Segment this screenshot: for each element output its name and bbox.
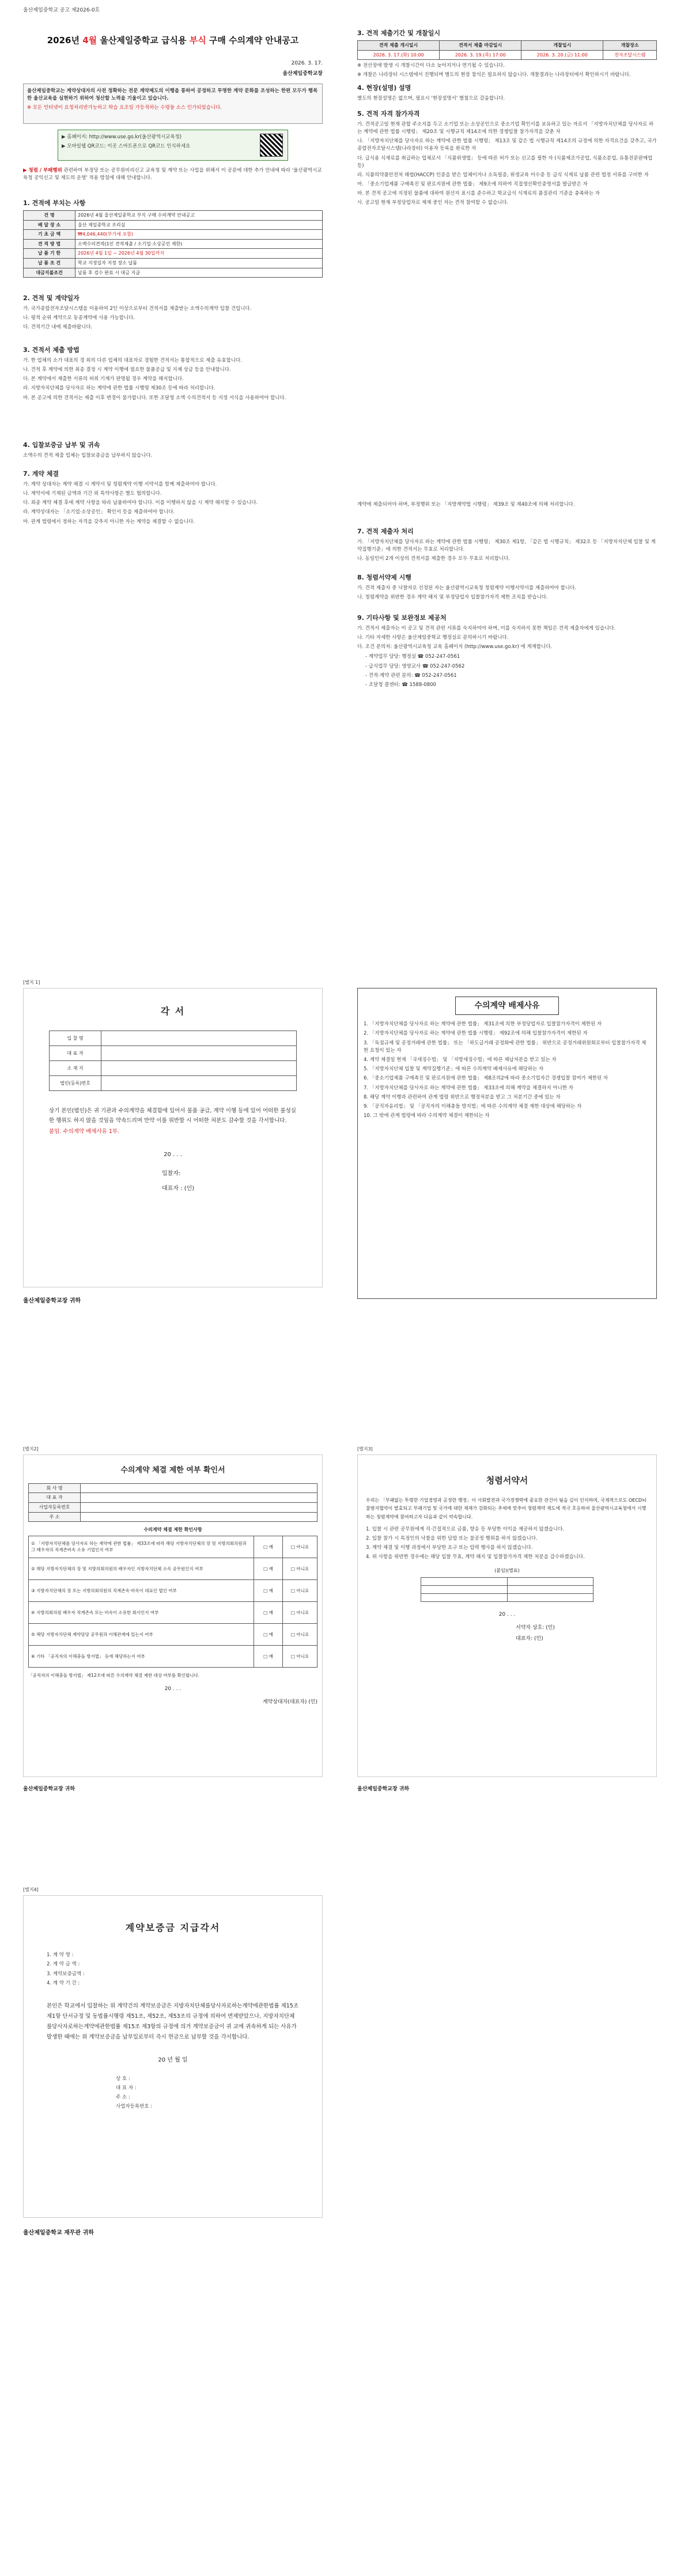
- section-5r-item: 나. 「지방자치단체를 당사자로 하는 계약에 관한 법률 시행령」 제13조 및 같은 법 시행규칙 제14조의 규정에 의한 자격요건을 갖추고, 국가종합전자조달시스템(나라장터) 이용자 등록을 완료한 자: [357, 138, 657, 152]
- form3-yes-option[interactable]: □ 예: [254, 1536, 283, 1558]
- contact-line: - 견적·계약 관련 문의: ☎ 052-247-0561: [365, 672, 457, 679]
- section-7: [23, 464, 323, 528]
- section-5r-item: 가. 견적공고일 현재 관할 주소지를 두고 소기업 또는 소상공인으로 중소기업 확인서를 보유하고 있는 자로서 「지방자치단체를 당사자로 하는 계약에 관한 법률 시행령」 제20조 및 시행규칙 제14조에 의한 경쟁입찰 참가자격을 갖춘 자: [357, 121, 654, 135]
- form1-footer: 울산제일중학교장 귀하: [23, 1298, 81, 1304]
- form3-label: 사업자등록번호: [29, 1503, 81, 1513]
- form3-yes-option[interactable]: □ 예: [254, 1645, 283, 1667]
- form3-no-option[interactable]: □ 아니요: [283, 1601, 317, 1623]
- info-row: [24, 258, 323, 268]
- form4-attach: (붙임)(별표): [494, 1567, 520, 1573]
- section-9r: [357, 608, 657, 691]
- info-label: 대금지불조건: [24, 268, 75, 278]
- green-box: [58, 130, 288, 161]
- form2-item: 7. 「지방자치단체를 당사자로 하는 계약에 관한 법률」 제33조에 의해 계약을 체결하지 아니한 자: [364, 1085, 573, 1091]
- section-3-item: 마. 본 공고에 의한 견적서는 제출 이후 변경이 불가합니다. 또한 조달청 소액 수의견적서 등 지정 서식을 사용하여야 합니다.: [23, 395, 286, 401]
- section-2-title: 2. 견적 및 계약일자: [23, 294, 80, 302]
- section-4r-text: 별도의 현장설명은 없으며, 필요시 '현장설명서' 별첨으로 갈음합니다.: [357, 95, 505, 101]
- form4-item: 2. 입찰 참가 시 특정인의 낙찰을 위한 담합 또는 불공정 행위를 하지 않겠습니다.: [366, 1536, 538, 1542]
- form5-field: 4. 계 약 기 간 :: [47, 1980, 80, 1986]
- form3-title: 수의계약 체결 제한 여부 확인서: [120, 1466, 225, 1475]
- form4-table: [421, 1577, 593, 1602]
- form4-tag: [별지3]: [357, 1446, 373, 1452]
- schedule-cell: 전자조달시스템: [603, 50, 657, 60]
- section-4: [23, 435, 323, 461]
- announce-title: 2026년 4월 울산제일중학교 급식용 부식 구매 수의계약 안내공고: [47, 35, 299, 46]
- form2-item: 1. 「지방자치단체를 당사자로 하는 계약에 관한 법률」 제31조에 의한 부정당업자로 입찰참가자격이 제한된 자: [364, 1021, 602, 1028]
- form5-field: 1. 계 약 명 :: [47, 1952, 74, 1958]
- form1-value: [101, 1076, 297, 1091]
- info-row: [24, 239, 323, 249]
- section-8r-title: 8. 청렴서약제 시행: [357, 574, 411, 581]
- section-5r-item: 마. 「중소기업제품 구매촉진 및 판로지원에 관한 법률」 제9조에 의하여 직접생산확인증명서를 발급받은 자: [357, 181, 588, 188]
- notice-red: ▶ 청렴 / 부패행위 관련하여 부정당 또는 공무원비리신고 교육청 및 계약 또는 사업을 위해서 이 공문에 대한 추가 안내에 따라 '울산광역시교육청 공익신고 및 제도의 운영' 적용 방침에 대해 안내합니다.: [23, 168, 322, 181]
- form3-value: [81, 1483, 317, 1493]
- form3-label: 회 사 명: [29, 1483, 81, 1493]
- section-7r-item: 나. 동일인이 2개 이상의 견적서를 제출한 경우 모두 무효로 처리합니다.: [357, 556, 511, 562]
- form3-check-row: [29, 1536, 317, 1558]
- section-9r-item: 가. 견적서 제출자는 이 공고 및 견적 관련 서류를 숙지하여야 하며, 이를 숙지하지 못한 책임은 견적 제출자에게 있습니다.: [357, 625, 616, 631]
- section-3-item: 가. 한 업체의 소가 대표의 경 외의 다른 업체의 대표자로 경험한 견적서는 통합적으로 제출 유효합니다.: [23, 357, 242, 363]
- info-table: [23, 210, 323, 278]
- form4-footer: 울산제일중학교장 귀하: [357, 1786, 410, 1792]
- schedule-head-cell: 개찰일시: [521, 40, 603, 50]
- form3-check-text: ③ 지방자치단체의 장 또는 지방의회의원의 직계존속·비속이 대표인 법인 여부: [29, 1579, 254, 1601]
- section-7r-title: 7. 견적 제출자 처리: [357, 528, 414, 535]
- info-value: 울산 제일중학교 조리실: [75, 220, 323, 230]
- info-label: 기 초 금 액: [24, 230, 75, 240]
- contact-line: - 급식업무 담당: 영양교사 ☎ 052-247-0562: [365, 663, 465, 669]
- section-7r-item: 가. 「지방자치단체를 당사자로 하는 계약에 관한 법률 시행령」 제30조 제1항, 「같은 법 시행규칙」 제32조 등 「지방자치단체 입찰 및 계약집행기준」에 의한 견적서는 무효로 처리합니다.: [357, 539, 656, 553]
- form1-value: [101, 1061, 297, 1076]
- form5-field2: 주 소 :: [116, 2094, 130, 2100]
- section-5r-item: 사. 공고일 현재 부정당업자로 제재 중인 자는 견적 참여할 수 없습니다.: [357, 200, 509, 206]
- section-2: [23, 288, 323, 333]
- form3-yes-option[interactable]: □ 예: [254, 1623, 283, 1645]
- info-value: ₩4,046,440(부가세 포함): [75, 230, 323, 240]
- form1-value: [101, 1046, 297, 1061]
- form2-item: 10. 그 밖에 관계 법령에 따라 수의계약 체결이 제한되는 자: [364, 1113, 490, 1119]
- section-9r-title: 9. 기타사항 및 보완정보 제공처: [357, 614, 447, 622]
- section-6r: [357, 501, 657, 510]
- section-3-item: 다. 본 계약에서 제출한 서류의 허위 기재가 판명될 경우 계약을 해지합니다.: [23, 376, 184, 382]
- schedule-cell: 2026. 3. 17.(화) 10:00: [358, 50, 440, 60]
- form3-date: 20 . . .: [164, 1686, 182, 1692]
- form4-body: 우리는 「부패없는 투명한 기업경영과 공정한 행정」이 사회발전과 국가경쟁력에 중요한 관건이 됨을 깊이 인식하며, 국제적으로도 OECD뇌물방지협약이 발효되고 부패기업 및 국가에 대한 제재가 강화되는 추세에 맞추어 청렴계약 제도에 적극 호응하여 울산광역시교육청에서 시행하는 청렴계약에 참여하고자 다음과 같이 약속합니다.: [366, 1497, 646, 1520]
- form3-check-text: ⑤ 해당 지방자치단체 계약담당 공무원과 이해관계에 있는지 여부: [29, 1623, 254, 1645]
- info-row: [24, 249, 323, 259]
- section-1: [23, 193, 323, 278]
- schedule-cell: 2026. 3. 19.(목) 17:00: [440, 50, 521, 60]
- form1-label: 법인(등록)번호: [50, 1076, 101, 1091]
- section-1-title: 1. 견적에 부치는 사항: [23, 199, 86, 207]
- form3-label: 주 소: [29, 1512, 81, 1522]
- info-row: [24, 220, 323, 230]
- form3-value: [81, 1503, 317, 1513]
- form3-row: [29, 1503, 317, 1513]
- form3-check-title: 수의계약 체결 제한 확인사항: [143, 1527, 202, 1533]
- section-7-item: 라. 계약상대자는 「소기업·소상공인」 확인서 등을 제출하여야 합니다.: [23, 509, 175, 516]
- section-7-item: 가. 계약 상대자는 계약 체결 시 계약서 및 청렴계약 이행 서약서를 함께 제출하여야 합니다.: [23, 481, 217, 487]
- form1-page: [23, 988, 323, 1287]
- schedule-section: [357, 23, 657, 81]
- qr-line: ▶ 모바일웹 QR코드: 이곳 스마트폰으로 QR코드 인식하세요: [62, 143, 191, 150]
- form1-value: [101, 1031, 297, 1046]
- qr-code-icon: [260, 134, 283, 157]
- section-4r: [357, 78, 657, 104]
- form2-item: 6. 「중소기업제품 구매촉진 및 판로지원에 관한 법률」 제8조의2에 따라 중소기업자간 경쟁입찰 참여가 제한된 자: [364, 1075, 608, 1082]
- form2-title: 수의계약 배제사유: [455, 997, 559, 1015]
- form3-no-option[interactable]: □ 아니요: [283, 1579, 317, 1601]
- form5-field2: 사업자등록번호 :: [116, 2104, 153, 2110]
- section-2-item: 나. 평적 순위 계약으로 동종계약에 사용 가능합니다.: [23, 315, 135, 321]
- schedule-note-1: ※ 전산장애 발생 시 개찰시간이 다소 늦어지거나 연기될 수 있습니다.: [357, 63, 505, 69]
- form2-item: 8. 해당 계약 이행과 관련하여 관계 법령 위반으로 행정처분을 받고 그 처분기간 중에 있는 자: [364, 1094, 561, 1100]
- section-3-item: 나. 견적 후 계약에 의한 최종 결정 시 계약 이행에 필요한 물품공급 및 지체 상금 등을 안내합니다.: [23, 367, 231, 373]
- schedule-title: 3. 견적 제출기간 및 개찰일시: [357, 29, 441, 37]
- form3-yes-option[interactable]: □ 예: [254, 1558, 283, 1579]
- form3-page: [23, 1454, 323, 1777]
- info-value: 2026년 4월 울산제일중학교 부식 구매 수의계약 안내공고: [75, 210, 323, 220]
- section-2-item: 가. 국가종합전자조달시스템을 이용하여 2인 이상으로부터 견적서를 제출받는 소액수의계약 입찰 건입니다.: [23, 305, 252, 312]
- form2-item: 3. 「독점규제 및 공정거래에 관한 법률」 또는 「하도급거래 공정화에 관한 법률」 위반으로 공정거래위원회로부터 입찰참가자격 제한 요청이 있는 자: [364, 1040, 646, 1054]
- info-label: 견 적 방 법: [24, 239, 75, 249]
- form3-check-row: [29, 1645, 317, 1667]
- notice-text: 울산제일중학교는 계약상대자의 사전 정확하는 전문 계약제도의 이행을 통하여 공정하고 투명한 계약 문화를 조성하는 한편 모두가 행복한 울산교육을 실현하기 위하여 청산할 노력을 기울이고 있습니다.: [27, 88, 318, 102]
- section-2-item: 다. 견적기간 내에 제출바랍니다.: [23, 324, 93, 331]
- form4-item: 1. 입찰 시 관련 공무원에게 직·간접적으로 금품, 향응 등 부당한 이익을 제공하지 않겠습니다.: [366, 1526, 565, 1532]
- form1-title: 각 서: [160, 1006, 186, 1017]
- form5-page: [23, 1895, 323, 2218]
- form3-check-text: ① 「지방자치단체를 당사자로 하는 계약에 관한 법률」 제33조에 따라 해당 지방자치단체의 장 및 지방의회의원과 그 배우자의 직계존비속 소유 기업인지 여부: [29, 1536, 254, 1558]
- announce-date: 2026. 3. 17.: [291, 60, 323, 66]
- section-7-item: 마. 관계 법령에서 정하는 자격을 갖추지 아니한 자는 계약을 체결할 수 없습니다.: [23, 518, 195, 525]
- form1-rep: 대표자 : (인): [162, 1185, 195, 1192]
- form3-check-text: ② 해당 지방자치단체의 장 및 지방의회의원의 배우자인 지방자치단체 소속 공무원인지 여부: [29, 1558, 254, 1579]
- section-9r-item: 나. 기타 자세한 사항은 울산제일중학교 행정실로 문의하시기 바랍니다.: [357, 635, 509, 641]
- form1-label: 대 표 자: [50, 1046, 101, 1061]
- form3-check-text: ⑥ 기타 「공직자의 이해충돌 방지법」 등에 해당하는지 여부: [29, 1645, 254, 1667]
- section-4-title: 4. 입찰보증금 납부 및 귀속: [23, 441, 100, 449]
- form1-table: [49, 1031, 297, 1091]
- info-label: 배 달 장 소: [24, 220, 75, 230]
- form1-label: 입 찰 명: [50, 1031, 101, 1046]
- form4-item: 4. 위 사항을 위반한 경우에는 해당 입찰 무효, 계약 해지 및 입찰참가자격 제한 처분을 감수하겠습니다.: [366, 1554, 585, 1560]
- section-6r-text: 계약에 제출되어야 하며, 부정행위 또는 「지방계약법 시행령」 제39조 및 제40조에 의해 처리합니다.: [357, 502, 575, 507]
- form3-check-row: [29, 1579, 317, 1601]
- form1-row: [50, 1031, 297, 1046]
- form3-footer: 울산제일중학교장 귀하: [23, 1786, 75, 1792]
- form1-body: 상기 본인(법인)은 귀 기관과 수의계약을 체결함에 있어서 물품 공급, 계약 이행 등에 있어 어떠한 불성실한 행위도 하지 않을 것임을 약속드리며 만약 이를 위반할 시 어떠한 처분도 감수할 것을 각서합니다.: [49, 1108, 296, 1124]
- info-row: [24, 210, 323, 220]
- section-8r-item: 가. 견적 제출자 중 낙찰자로 선정된 자는 울산광역시교육청 청렴계약 이행서약서를 제출하여야 합니다.: [357, 585, 576, 591]
- section-7-item: 나. 계약서에 기재된 금액과 기간 외 특약사항은 별도 협의합니다.: [23, 491, 162, 497]
- form3-check-row: [29, 1601, 317, 1623]
- info-value: 2026년 4월 1일 ~ 2026년 4월 30일까지: [75, 249, 323, 259]
- form1-row: [50, 1076, 297, 1091]
- schedule-cell: 2026. 3. 20.(금) 11:00: [521, 50, 603, 60]
- info-value: 소액수의견적(1인 견적제출 / 소기업·소상공인 제한): [75, 239, 323, 249]
- form3-no-option[interactable]: □ 아니요: [283, 1645, 317, 1667]
- form1-row: [50, 1046, 297, 1061]
- info-value: 납품 후 검수 완료 시 대금 지급: [75, 268, 323, 278]
- form3-note: 「공직자의 이해충돌 방지법」 제12조에 따른 수의계약 체결 제한 대상 여부를 확인합니다.: [28, 1672, 200, 1678]
- section-8r: [357, 567, 657, 603]
- section-7-item: 다. 최종 계약 체결 후에 계약 사항을 따라 납품하여야 합니다. 이를 이행하지 않을 시 계약 해지할 수 있습니다.: [23, 500, 258, 506]
- form3-value: [81, 1512, 317, 1522]
- form5-field: 3. 계약보증금액 :: [47, 1971, 85, 1977]
- form2-item: 2. 「지방자치단체를 당사자로 하는 계약에 관한 법률 시행령」 제92조에 의해 입찰참가자격이 제한된 자: [364, 1031, 588, 1037]
- section-5r: [357, 104, 657, 209]
- form1-label: 소 재 지: [50, 1061, 101, 1076]
- form5-tag: [별지4]: [23, 1887, 39, 1892]
- doc-header: 울산제일중학교 공고 제2026-0호: [23, 7, 100, 13]
- form3-label: 대 표 자: [29, 1493, 81, 1503]
- section-7-title: 7. 계약 체결: [23, 470, 59, 478]
- form3-no-option[interactable]: □ 아니요: [283, 1623, 317, 1645]
- contact-line: - 계약업무 담당: 행정실 ☎ 052-247-0561: [365, 654, 460, 660]
- form4-item: 3. 계약 체결 및 이행 과정에서 부당한 요구 또는 압력 행사를 하지 않겠습니다.: [366, 1545, 533, 1551]
- section-9r-item: 다. 조건 문의처: 울산광역시교육청 교육 홈페이지 (http://www.use.go.kr) 에 게재합니다.: [357, 644, 553, 650]
- form2-page: [357, 988, 657, 1299]
- form3-no-option[interactable]: □ 아니요: [283, 1536, 317, 1558]
- form1-bidder: 입찰자:: [162, 1170, 181, 1177]
- form3-check-row: [29, 1623, 317, 1645]
- section-7r: [357, 521, 657, 565]
- form1-tag: [별지 1]: [23, 980, 40, 985]
- section-8r-item: 나. 청렴계약을 위반한 경우 계약 해지 및 부정당업자 입찰참가자격 제한 조치를 받습니다.: [357, 594, 548, 601]
- section-3-title: 3. 견적서 제출 방법: [23, 346, 80, 354]
- schedule-head-cell: 견적 제출 개시일시: [358, 40, 440, 50]
- form4-date: 20 . . .: [498, 1612, 516, 1618]
- info-row: [24, 268, 323, 278]
- form2-item: 9. 「공직자윤리법」 및 「공직자의 이해충돌 방지법」에 따른 수의계약 체결 제한 대상에 해당하는 자: [364, 1103, 582, 1109]
- notice-note: ※ 모든 인터넷이 요청처리반가능하고 학습 요조일 가등적하는 수령들 소스 인가되었습니다.: [27, 105, 222, 111]
- section-5r-item: 바. 본 견적 공고에 지정된 물품에 대하여 원산지 표시를 준수하고 학교급식 식재료의 품질관리 기준을 충족하는 자: [357, 191, 600, 197]
- form3-value: [81, 1493, 317, 1503]
- form3-check-text: ④ 지방의회의원 배우자 직계존속 또는 비속이 소유한 회사인지 여부: [29, 1601, 254, 1623]
- form2-item: 5. 「지방자치단체 입찰 및 계약집행기준」에 따른 수의계약 배제사유에 해당하는 자: [364, 1066, 544, 1073]
- section-5r-item: 다. 급식용 식재료를 취급하는 업체로서 「식품위생법」 등에 따른 허가 또는 신고를 필한 자 (식품제조가공업, 식품소분업, 유통전문판매업 등): [357, 155, 653, 169]
- form5-field: 2. 계 약 금 액 :: [47, 1961, 80, 1968]
- section-4r-title: 4. 현장(설명) 설명: [357, 84, 411, 92]
- form3-tag: [별지2]: [23, 1446, 39, 1452]
- info-label: 건 명: [24, 210, 75, 220]
- form3-row: [29, 1493, 317, 1503]
- info-value: 학교 지정일자 지정 장소 납품: [75, 258, 323, 268]
- schedule-note-2: ※ 개찰은 나라장터 시스템에서 진행되며 별도의 현장 참석은 필요하지 않습니다. 개찰결과는 나라장터에서 확인하시기 바랍니다.: [357, 72, 631, 78]
- schedule-table: [357, 40, 657, 60]
- form3-row: [29, 1512, 317, 1522]
- form3-info-table: [28, 1483, 317, 1522]
- form2-item: 4. 계약 체결일 현재 「국세징수법」 및 「지방세징수법」에 따른 체납처분을 받고 있는 자: [364, 1056, 557, 1063]
- form5-field2: 상 호 :: [116, 2075, 130, 2082]
- section-4-text: 소액수의 견적 제출 업체는 입찰보증금을 납부하지 않습니다.: [23, 452, 153, 459]
- section-3: [23, 340, 323, 404]
- form4-title: 청렴서약서: [486, 1475, 528, 1486]
- form3-yes-option[interactable]: □ 예: [254, 1579, 283, 1601]
- form5-footer: 울산제일중학교 재무관 귀하: [23, 2230, 94, 2236]
- section-5r-item: 라. 식품의약품안전처 해썹(HACCP) 인증을 받은 업체이거나 소독필증, 위생교육 이수증 등 급식 식재료 납품 관련 법정 서류를 구비한 자: [357, 172, 649, 178]
- form3-sign: 계약상대자(대표자) (인): [262, 1699, 317, 1706]
- form1-attach: 붙임. 수의계약 배제사유 1부.: [49, 1128, 120, 1135]
- form1-row: [50, 1061, 297, 1076]
- info-row: [24, 230, 323, 240]
- contact-line: - 조달청 콜센터: ☎ 1588-0800: [365, 681, 436, 688]
- form3-yes-option[interactable]: □ 예: [254, 1601, 283, 1623]
- notice-box: [23, 84, 323, 124]
- form4-sign1: 서약자 상호: (인): [516, 1625, 555, 1631]
- form5-date: 20 년 월 일: [158, 2057, 188, 2064]
- form3-row: [29, 1483, 317, 1493]
- form3-check-row: [29, 1558, 317, 1579]
- announce-school: 울산제일중학교장: [282, 71, 323, 77]
- info-label: 납 품 조 건: [24, 258, 75, 268]
- form3-check-table: [28, 1536, 317, 1668]
- form5-title: 계약보증금 지급각서: [125, 1922, 221, 1933]
- form4-page: [357, 1454, 657, 1777]
- form5-body: 본인은 학교에서 입찰하는 위 계약건의 계약보증금은 지방자치단체를당사자로하는계약에관한법률 제15조 제1항 단서규정 및 동법률시행령 제51조, 제52조, 제53조의 규정에 의하여 면제받았으나, 지방자치단체를당사자로하는계약에관한법률 제15조 제3항의 규정에 의거 계약보증금이 귀 교에 귀속하게 되는 사유가 발생한 때에는 위 계약보증금을 납부일로부터 즉시 현금으로 납부할 것을 각서합니다.: [47, 2002, 299, 2041]
- info-label: 납 품 기 한: [24, 249, 75, 259]
- form5-field2: 대 표 자 :: [116, 2085, 137, 2091]
- schedule-head-cell: 개찰장소: [603, 40, 657, 50]
- form1-date: 20 . . .: [164, 1151, 182, 1158]
- schedule-head-cell: 견적서 제출 마감일시: [440, 40, 521, 50]
- form4-sign2: 대표자: (인): [516, 1636, 543, 1642]
- homepage-line[interactable]: ▶ 홈페이지: http://www.use.go.kr(울산광역시교육청): [62, 134, 182, 140]
- section-5r-title: 5. 견적 자격 참가자격: [357, 110, 420, 118]
- section-3-item: 라. 지방자치단체를 당사자로 하는 계약에 관한 법률 시행령 제30조 등에 따라 처리합니다.: [23, 385, 215, 392]
- form3-no-option[interactable]: □ 아니요: [283, 1558, 317, 1579]
